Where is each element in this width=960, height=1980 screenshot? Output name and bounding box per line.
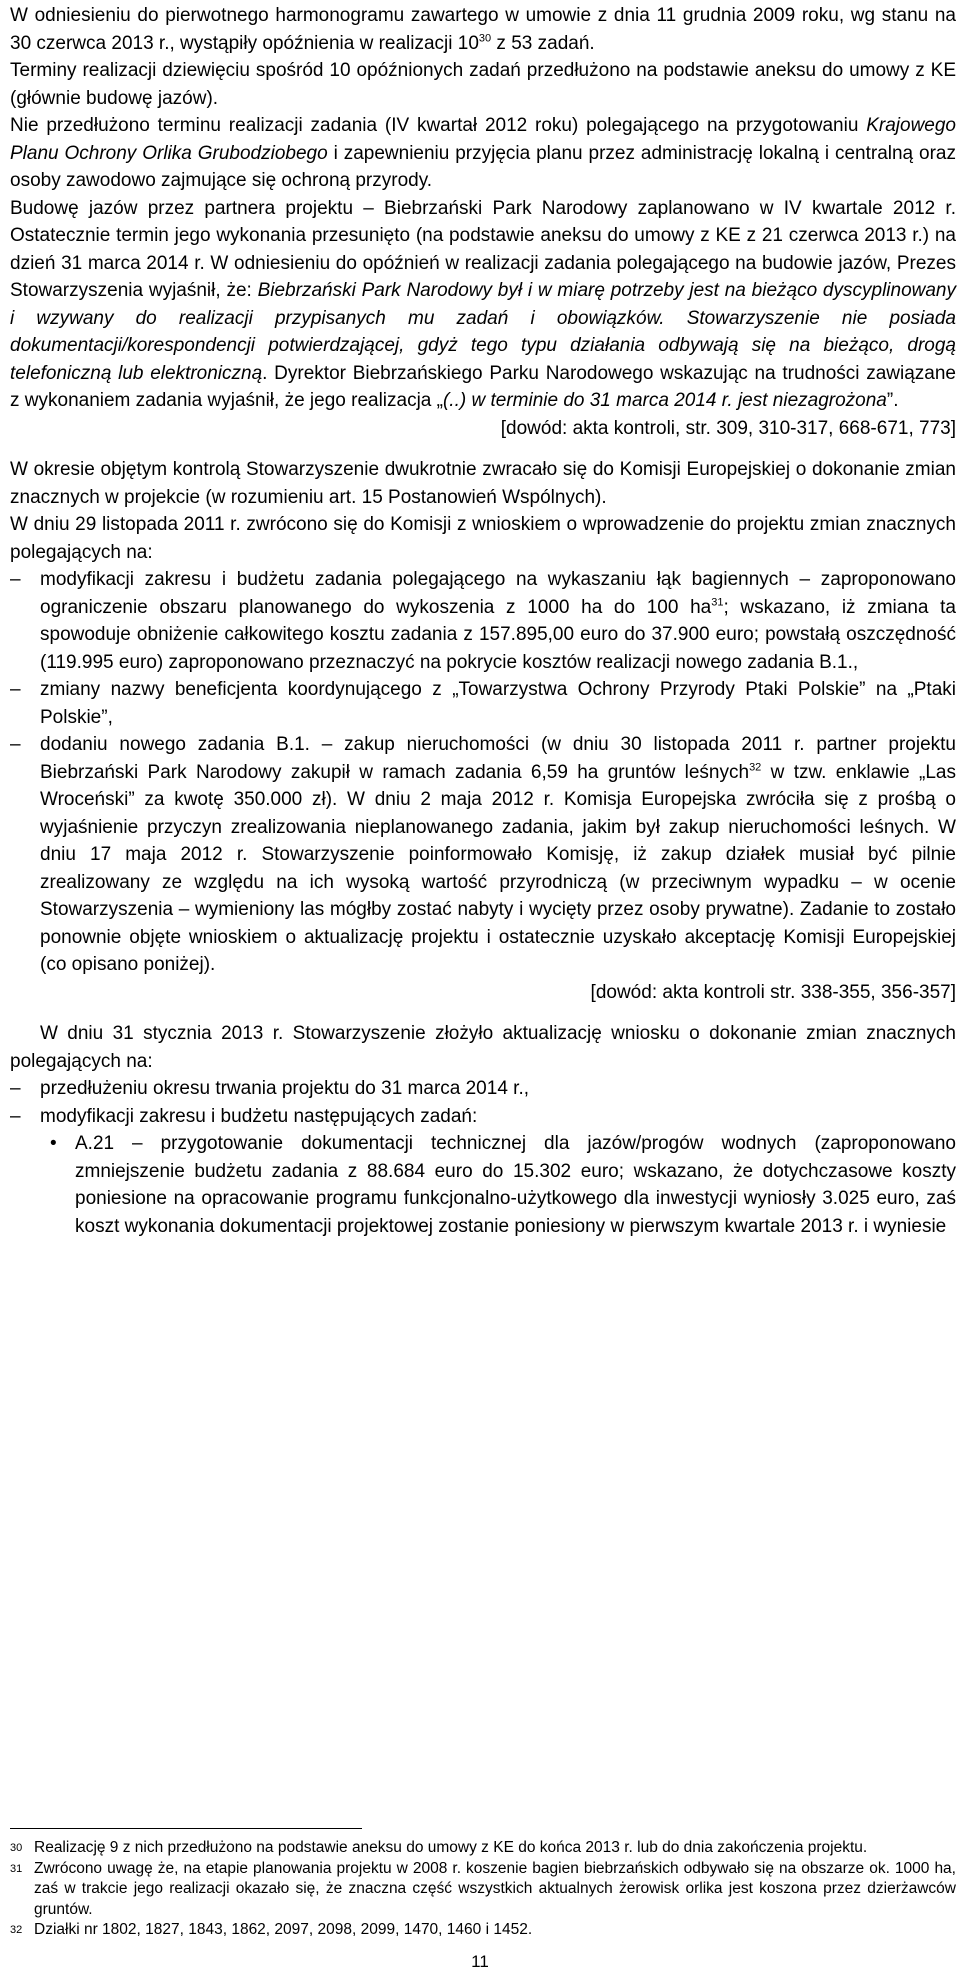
list-item-extension: – przedłużeniu okresu trwania projektu do 31 marca 2014 r., [10, 1078, 529, 1099]
evidence-reference-2: [dowód: akta kontroli str. 338-355, 356-357] [590, 981, 956, 1003]
footnote-ref-32[interactable]: 32 [749, 761, 762, 774]
footnote-32: 32 Działki nr 1802, 1827, 1843, 1862, 2097, 2098, 2099, 1470, 1460 i 1452. [10, 1921, 533, 1938]
evidence-reference-1: [dowód: akta kontroli, str. 309, 310-317, 668-671, 773] [500, 417, 956, 439]
paragraph-nov-2011: W dniu 29 listopada 2011 r. zwrócono się do Komisji z wnioskiem o wprowadzenie do projektu zmian znacznych polegających na: [10, 514, 956, 563]
paragraph-not-extended: Nie przedłużono terminu realizacji zadania (IV kwartał 2012 roku) polegającego na przygotowaniu Krajowego Planu Ochrony Orlika Grubodziobego i zapewnieniu przyjęcia planu przez administrację lokalną i centralną oraz osoby zawodowo zajmujące się ochroną przyrody. [10, 115, 956, 191]
list-item-beneficiary-name: – zmiany nazwy beneficjenta koordynującego z „Towarzystwa Ochrony Przyrody Ptaki Polskie” na „Ptaki Polskie”, [10, 679, 956, 728]
footnote-31: 31 Zwrócono uwagę że, na etapie planowania projektu w 2008 r. koszenie bagien biebrzańskich odbywało się na obszarze ok. 1000 ha, zaś w trakcie jego realizacji okazało się, że znaczna część wszystkich aktualnych żerowisk orlika jest koszona przez dzierżawców gruntów. [10, 1859, 956, 1918]
page-number: 11 [471, 1952, 489, 1971]
main-text [10, 2, 956, 1240]
footnote-30: 30 Realizację 9 z nich przedłużono na podstawie aneksu do umowy z KE do końca 2013 r. lub do dnia zakończenia projektu. [10, 1839, 868, 1856]
paragraph-jan-2013: W dniu 31 stycznia 2013 r. Stowarzyszenie złożyło aktualizację wniosku o dokonanie zmian znacznych polegających na: [10, 1023, 956, 1072]
list-item-mowing: – modyfikacji zakresu i budżetu zadania polegającego na wykaszaniu łąk bagiennych – zaproponowano ograniczenie obszaru planowanego do wykoszenia z 1000 ha do 100 ha$^{31}$; wskazano, iż zmiana ta spowoduje obniżenie całkowitego kosztu zadania z 157.895,00 euro do 37.900 euro; powstałą oszczędność (119.995 euro) zaproponowano przeznaczyć na pokrycie kosztów realizacji nowego zadania B.1., [10, 569, 956, 673]
bullet-item-a21: • A.21 – przygotowanie dokumentacji technicznej dla jazów/progów wodnych (zaproponowano zmniejszenie budżetu zadania z 88.684 euro do 15.302 euro; wskazano, że dotychczasowe koszty poniesione na opracowanie programu funkcjonalno-użytkowego dla inwestycji wyniosły 3.025 euro, zaś koszt wykonania dokumentacji projektowej zostanie poniesiony w pierwszym kwartale 2013 r. i wyniesie [10, 1130, 956, 1240]
paragraph-extensions: Terminy realizacji dziewięciu spośród 10 opóźnionych zadań przedłużono na podstawie aneksu do umowy z KE (głównie budowę jazów). [10, 60, 956, 109]
footnote-ref-31[interactable]: 31 [711, 596, 724, 609]
list-item-new-task: – dodaniu nowego zadania B.1. – zakup nieruchomości (w dniu 30 listopada 2011 r. partner projektu Biebrzański Park Narodowy zakupił w ramach zadania 6,59 ha gruntów leśnych$^{32}$ w tzw. enklawie „Las Wroceński” za kwotę 350.000 zł). W dniu 2 maja 2012 r. Komisja Europejska zwróciła się z prośbą o wyjaśnienie przyczyn zrealizowania nieplanowanego zadania, jakim był zakup nieruchomości leśnych. W dniu 17 maja 2012 r. Stowarzyszenie poinformowało Komisję, iż zakup działek musiał być pilnie zrealizowany ze względu na ich wysoką wartość przyrodniczą (w przeciwnym wypadku – w ocenie Stowarzyszenia – wymieniony las mógłby zostać nabyty i wycięty przez osoby prywatne). Zadanie to zostało ponownie objęte wnioskiem o aktualizację projektu i ostatecznie uzyskało akceptację Komisji Europejskiej (co opisano poniżej). [10, 734, 956, 975]
paragraph-changes-intro: W okresie objętym kontrolą Stowarzyszenie dwukrotnie zwracało się do Komisji Europejskiej o dokonanie zmian znacznych w projekcie (w rozumieniu art. 15 Postanowień Wspólnych). [10, 459, 956, 508]
bullet-icon: • [50, 1133, 57, 1154]
paragraph-delays: W odniesieniu do pierwotnego harmonogramu zawartego w umowie z dnia 11 grudnia 2009 roku, wg stanu na 30 czerwca 2013 r., wystąpiły opóźnienia w realizacji 10$^{30}$ z 53 zadań. [10, 5, 956, 54]
footnotes [10, 1838, 956, 1941]
footnote-separator [10, 1828, 362, 1829]
paragraph-weirs: Budowę jazów przez partnera projektu – Biebrzański Park Narodowy zaplanowano w IV kwartale 2012 r. Ostatecznie termin jego wykonania przesunięto (na podstawie aneksu do umowy z KE z 21 czerwca 2013 r.) na dzień 31 marca 2014 r. W odniesieniu do opóźnień w realizacji zadania polegającego na budowie jazów, Prezes Stowarzyszenia wyjaśnił, że: Biebrzański Park Narodowy był i w miarę potrzeby jest na bieżąco dyscyplinowany i wzywany do realizacji przypisanych mu zadań i obowiązków. Stowarzyszenie nie posiada dokumentacji/korespondencji potwierdzającej, gdyż tego typu działania odbywają się na bieżąco, drogą telefoniczną lub elektroniczną. Dyrektor Biebrzańskiego Parku Narodowego wskazując na trudności zawiązane z wykonaniem zadania wyjaśnił, że jego realizacja „(..) w terminie do 31 marca 2014 r. jest niezagrożona”. [10, 197, 957, 411]
list-item-modification: – modyfikacji zakresu i budżetu następujących zadań: [10, 1105, 478, 1127]
footnote-ref-30[interactable]: 30 [478, 32, 492, 45]
